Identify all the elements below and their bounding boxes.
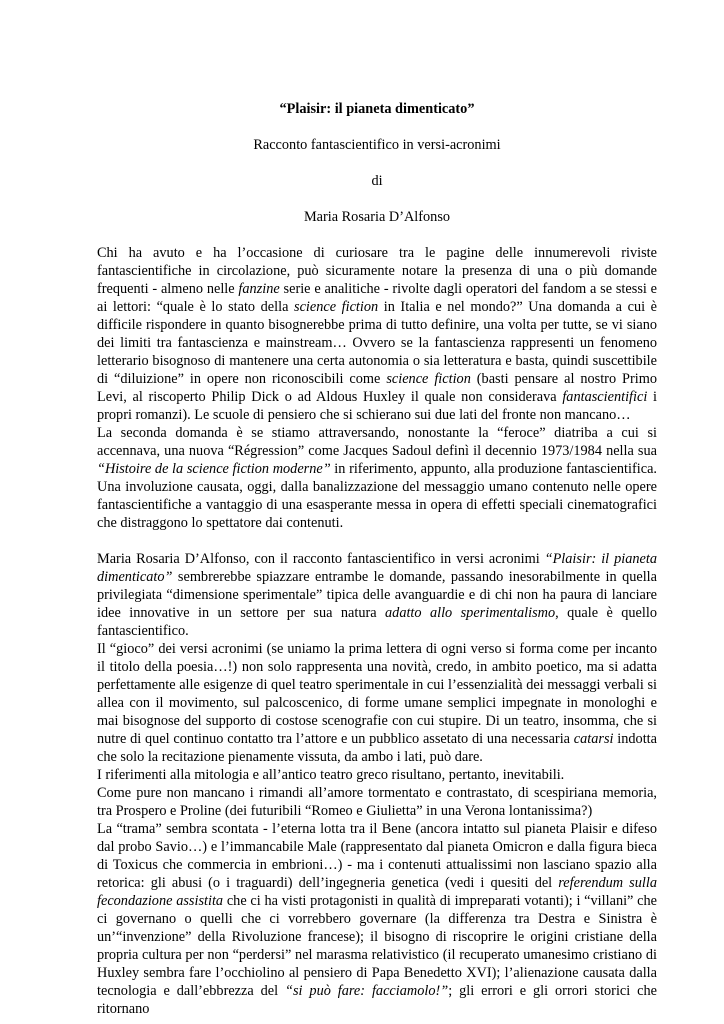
italic-run: adatto allo sperimentalismo <box>385 605 556 621</box>
text-run: sembrerebbe spiazzare entrambe le domande, passando inesorabilmente in quella privilegiata “dimensione sperimentale” tipica delle avanguardie e di chi non ha paura di lanciare idee innovative in un settore per sua natura <box>97 569 657 621</box>
text-run: , quale è quello fantascientifico. <box>97 605 657 639</box>
italic-run: fantascientifici <box>562 389 648 405</box>
author-name: Maria Rosaria D’Alfonso <box>303 209 451 225</box>
paragraph-love: Come pure non mancano i rimandi all’amore tormentato e contrastato, di scespiriana memoria, tra Prospero e Proline (dei futuribili “Romeo e Giulietta” in una Verona lontanissima?) <box>97 785 657 819</box>
text-run: La “trama” sembra scontata - l’eterna lotta tra il Bene (ancora intatto sul pianeta Plaisir e difeso dal probo Savio…) e l’immancabile Male (rappresentato dal pianeta Omicron e dalla figura bieca di Toxicus che commercia in embrioni…) - ma i contenuti attualissimi non lasciano spazio alla retorica: gli abusi (o i traguardi) dell’ingegneria genetica (vedi i quesiti del <box>97 821 657 891</box>
byline-di: di <box>371 173 383 189</box>
italic-run: science fiction <box>386 371 471 387</box>
paragraph-second-question <box>97 424 657 532</box>
document-title: “Plaisir: il pianeta dimenticato” <box>279 101 475 117</box>
text-run: in Italia e nel mondo?” Una domanda a cui è difficile rispondere in quanto bisognerebbe prima di tutto definire, una volta per tutte, se vi siano dei limiti tra fantascienza e mainstream… Ovvero se la fantascienza rappresenti un fenomeno letterario bisognoso di mantenere una certa autonomia o sia letteratura e basta, quindi suscettibile di “diluizione” in opere non riconoscibili come <box>97 299 657 387</box>
text-run: indotta che solo la recitazione pienamente vissuta, da ambo i lati, può dare. <box>97 731 657 765</box>
paragraph-acronym-game <box>97 640 657 766</box>
text-run: Chi ha avuto e ha l’occasione di curiosare tra le pagine delle innumerevoli riviste fantascientifiche in circolazione, può sicuramente notare la presenza di una o più domande frequenti - almeno nelle <box>97 245 657 297</box>
text-run: ; gli errori e gli orrori storici che ritornano <box>97 983 657 1017</box>
italic-run: “si può fare: facciamolo!” <box>285 983 449 999</box>
text-run: Il “gioco” dei versi acronimi (se uniamo la prima lettera di ogni verso si forma come per incanto il titolo della poesia…!) non solo rappresenta una novità, credo, in ambito poetico, ma si adatta perfettamente alle esigenze di quel teatro sperimentale in cui l’essenzialità dei messaggi verbali si allea con il movimento, sul palcoscenico, di forme umane semplici impegnate in monologhi e mai bisognose del supporto di costose scenografie con cui stupire. Di un teatro, insomma, che si nutre di quel continuo contatto tra l’attore e un pubblico assetato di una necessaria <box>97 641 657 747</box>
text-run: i propri romanzi). Le scuole di pensiero che si schierano sui due lati del fronte non mancano… <box>97 389 657 423</box>
document-page <box>97 100 657 1018</box>
paragraph-intro <box>97 244 657 424</box>
text-run: in riferimento, appunto, alla produzione fantascientifica. Una involuzione causata, oggi, dalla banalizzazione del messaggio umano contenuto nelle opere fantascientifiche a vantaggio di una esasperante messa in opera di effetti speciali cinematografici che distraggono lo spettatore dai contenuti. <box>97 461 657 531</box>
italic-run: catarsi <box>573 731 614 747</box>
paragraph-plot <box>97 820 657 1018</box>
italic-run: fanzine <box>238 281 280 297</box>
document-subtitle: Racconto fantascientifico in versi-acronimi <box>253 137 501 153</box>
italic-run: referendum sulla fecondazione assistita <box>97 875 657 909</box>
text-run: Maria Rosaria D’Alfonso, con il racconto fantascientifico in versi acronimi <box>97 551 545 567</box>
paragraph-gap <box>97 532 657 550</box>
text-run: serie e analitiche - rivolte dagli operatori del fandom a se stessi e ai lettori: “quale è lo stato della <box>97 281 657 315</box>
text-run: (basti pensare al nostro Primo Levi, al riscoperto Philip Dick o ad Aldous Huxley il quale non considerava <box>97 371 657 405</box>
text-run: La seconda domanda è se stiamo attraversando, nonostante la “feroce” diatriba a cui si accennava, una nuova “Régression” come Jacques Sadoul definì il decennio 1973/1984 nella sua <box>97 425 657 459</box>
text-run: che ci ha visti protagonisti in qualità di impreparati votanti); i “villani” che ci governano o quelli che ci vorrebbero governare (la differenza tra Destra e Sinistra è un’“invenzione” della Rivoluzione francese); il bisogno di riscoprire le origini cristiane della propria cultura per non “perdersi” nel marasma relativistico (il recuperato umanesimo cristiano di Huxley sembra fare l’occhiolino al pensiero di Papa Benedetto XVI); l’alienazione causata dalla tecnologia e dall’ebbrezza del <box>97 893 658 999</box>
paragraph-mythology: I riferimenti alla mitologia e all’antico teatro greco risultano, pertanto, inevitabili. <box>97 767 565 783</box>
italic-run: “Plaisir: il pianeta dimenticato” <box>97 551 657 585</box>
paragraph-author-work <box>97 550 657 640</box>
italic-run: science fiction <box>294 299 379 315</box>
italic-run: “Histoire de la science fiction moderne” <box>97 461 331 477</box>
